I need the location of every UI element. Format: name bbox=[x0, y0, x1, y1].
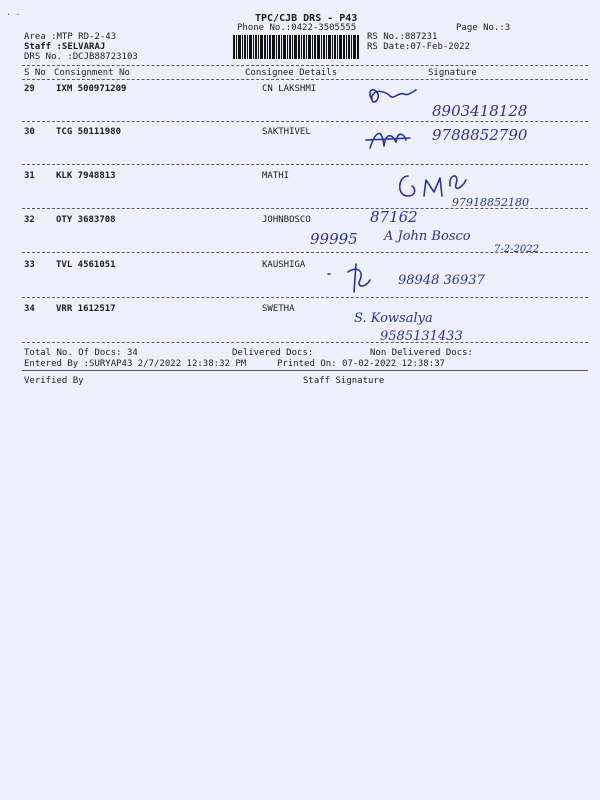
row-31-consignee: MATHI bbox=[262, 171, 290, 181]
total-docs: Total No. Of Docs: 34 bbox=[24, 348, 138, 358]
sig-29-phone: 8903418128 bbox=[432, 102, 528, 120]
staff-signature: Staff Signature bbox=[303, 376, 385, 386]
area: Area :MTP RD-2-43 bbox=[24, 32, 117, 42]
sig-32-b: 99995 bbox=[310, 230, 358, 248]
header-divider-bottom bbox=[22, 79, 588, 80]
sig-31-phone: 97918852180 bbox=[452, 196, 529, 209]
row-32-sno: 32 bbox=[24, 215, 35, 225]
row-30-consignment: TCG 50111980 bbox=[56, 127, 122, 137]
phone-number: Phone No.:0422-3505555 bbox=[237, 23, 357, 33]
col-consignment: Consignment No bbox=[54, 68, 130, 78]
signature-row-29 bbox=[360, 84, 590, 124]
drs-number: DRS No. :DCJB88723103 bbox=[24, 52, 138, 62]
row-33-consignment: TVL 4561051 bbox=[56, 260, 116, 270]
header-divider-top bbox=[22, 65, 588, 66]
printed-on: Printed On: 07-02-2022 12:38:37 bbox=[277, 359, 445, 369]
rs-number: RS No.:887231 bbox=[367, 32, 438, 42]
signature-row-34 bbox=[340, 302, 590, 346]
sig-34-phone: 9585131433 bbox=[380, 329, 463, 344]
sig-33-phone: 98948 36937 bbox=[398, 273, 485, 288]
rs-date: RS Date:07-Feb-2022 bbox=[367, 42, 470, 52]
signature-row-31 bbox=[390, 166, 590, 214]
non-delivered-docs: Non Delivered Docs: bbox=[370, 348, 473, 358]
sig-30-phone: 9788852790 bbox=[432, 126, 528, 144]
row-33-consignee: KAUSHIGA bbox=[262, 260, 306, 270]
row-31-sno: 31 bbox=[24, 171, 35, 181]
staff: Staff :SELVARAJ bbox=[24, 42, 106, 52]
row-30-sno: 30 bbox=[24, 127, 35, 137]
row-divider bbox=[22, 164, 588, 165]
row-34-consignment: VRR 1612517 bbox=[56, 304, 116, 314]
row-32-consignee: JOHNBOSCO bbox=[262, 215, 311, 225]
row-29-sno: 29 bbox=[24, 84, 35, 94]
row-32-consignment: OTY 3683708 bbox=[56, 215, 116, 225]
corner-mark: · · bbox=[6, 10, 21, 19]
row-33-sno: 33 bbox=[24, 260, 35, 270]
sig-32-name: A John Bosco bbox=[384, 229, 471, 244]
col-signature: Signature bbox=[428, 68, 477, 78]
sig-32-a: 87162 bbox=[370, 208, 418, 226]
page-number: Page No.:3 bbox=[456, 23, 511, 33]
delivered-docs: Delivered Docs: bbox=[232, 348, 314, 358]
sig-34-name: S. Kowsalya bbox=[354, 311, 433, 326]
footer-divider bbox=[22, 370, 588, 371]
entered-by: Entered By :SURYAP43 2/7/2022 12:38:32 PM bbox=[24, 359, 247, 369]
row-34-consignee: SWETHA bbox=[262, 304, 295, 314]
signature-row-32 bbox=[310, 208, 592, 258]
row-34-sno: 34 bbox=[24, 304, 35, 314]
document-title: TPC/CJB DRS - P43 bbox=[255, 13, 358, 24]
col-consignee: Consignee Details bbox=[245, 68, 338, 78]
col-sno: S No bbox=[24, 68, 46, 78]
sig-32-date: 7-2-2022 bbox=[494, 244, 539, 255]
row-31-consignment: KLK 7948813 bbox=[56, 171, 116, 181]
row-30-consignee: SAKTHIVEL bbox=[262, 127, 311, 137]
row-29-consignment: IXM 500971209 bbox=[56, 84, 127, 94]
verified-by: Verified By bbox=[24, 376, 84, 386]
row-29-consignee: CN LAKSHMI bbox=[262, 84, 317, 94]
signature-row-33 bbox=[326, 258, 590, 298]
barcode-image bbox=[233, 35, 359, 59]
signature-row-30 bbox=[362, 124, 590, 160]
